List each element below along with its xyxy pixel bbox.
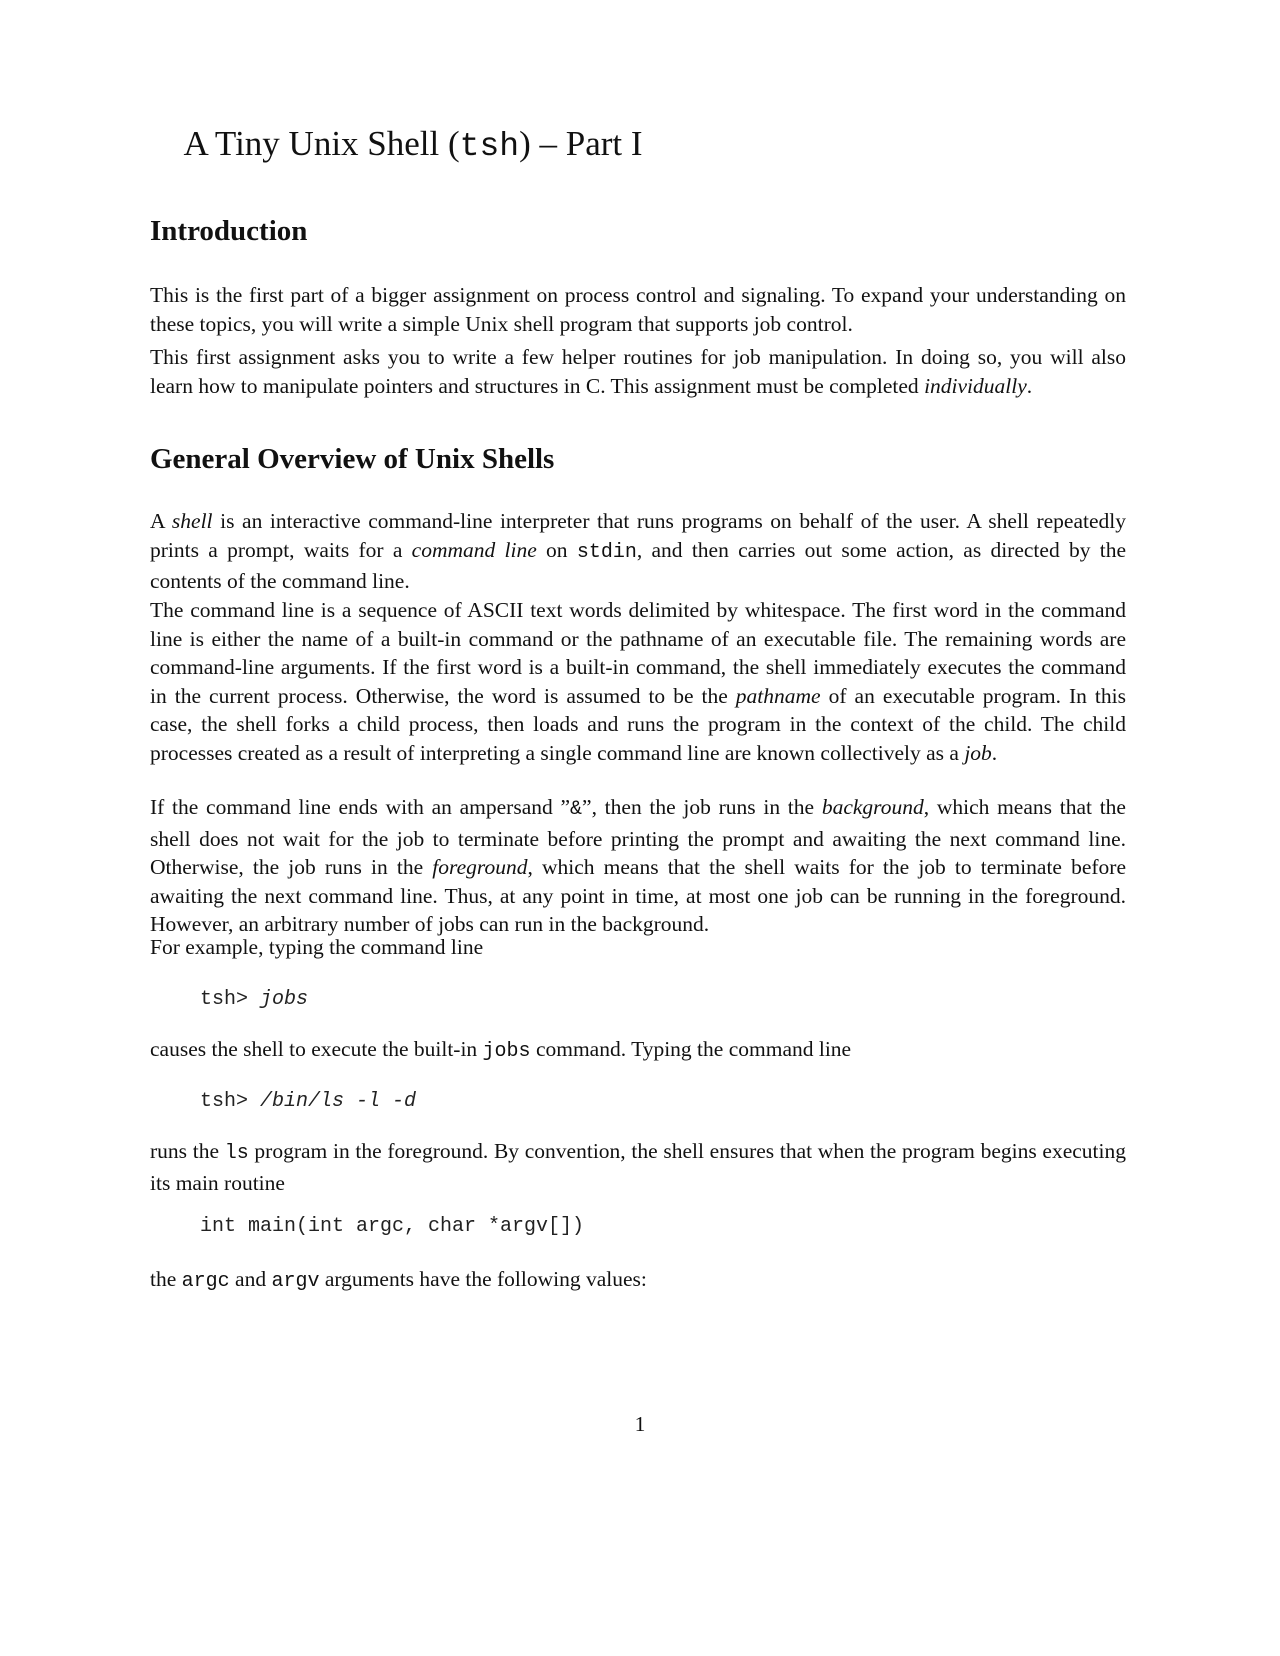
intro-paragraph-2: This first assignment asks you to write a few helper routines for job manipulation. In doing so, you will also learn how to manipulate pointers and structures in C. This assignment must be completed individually.: [150, 345, 1126, 398]
overview-paragraph-5: causes the shell to execute the built-in jobs command. Typing the command line: [150, 1037, 852, 1063]
code-example-ls: tsh> /bin/ls -l -d: [200, 1090, 417, 1113]
overview-paragraph-7: the argc and argv arguments have the following values:: [150, 1267, 647, 1293]
intro-paragraph-1: This is the first part of a bigger assignment on process control and signaling. To expand your understanding on these topics, you will write a simple Unix shell program that supports job control.: [150, 283, 1126, 336]
overview-paragraph-2: The command line is a sequence of ASCII text words delimited by whitespace. The first word in the command line is either the name of a built-in command or the pathname of an executable file. The remaining words are command-line arguments. If the first word is a built-in command, the shell immediately executes the command in the current process. Otherwise, the word is assumed to be the pathname of an executable program. In this case, the shell forks a child process, then loads and runs the program in the context of the child. The child processes created as a result of interpreting a single command line are known collectively as a job.: [150, 598, 1126, 765]
overview-paragraph-1: A shell is an interactive command-line interpreter that runs programs on behalf of the user. A shell repeatedly prints a prompt, waits for a command line on stdin, and then carries out some action, as directed by the contents of the command line.: [150, 509, 1127, 593]
page-number: 1: [634, 1412, 646, 1436]
page-title: A Tiny Unix Shell (tsh) – Part I: [183, 124, 643, 165]
code-example-main: int main(int argc, char *argv[]): [200, 1215, 585, 1238]
code-example-jobs: tsh> jobs: [200, 988, 309, 1011]
overview-heading: General Overview of Unix Shells: [150, 443, 555, 475]
overview-paragraph-6: runs the ls program in the foreground. By convention, the shell ensures that when the program begins executing its main routine: [150, 1139, 1126, 1195]
overview-paragraph-3: If the command line ends with an ampersand ”&”, then the job runs in the background, which means that the shell does not wait for the job to terminate before printing the prompt and awaiting the next command line. Otherwise, the job runs in the foreground, which means that the shell waits for the job to terminate before awaiting the next command line. Thus, at any point in time, at most one job can be running in the foreground. However, an arbitrary number of jobs can run in the background.: [150, 795, 1126, 936]
title-code: tsh: [459, 128, 520, 165]
introduction-heading: Introduction: [150, 215, 308, 247]
overview-paragraph-4: For example, typing the command line: [150, 935, 484, 959]
